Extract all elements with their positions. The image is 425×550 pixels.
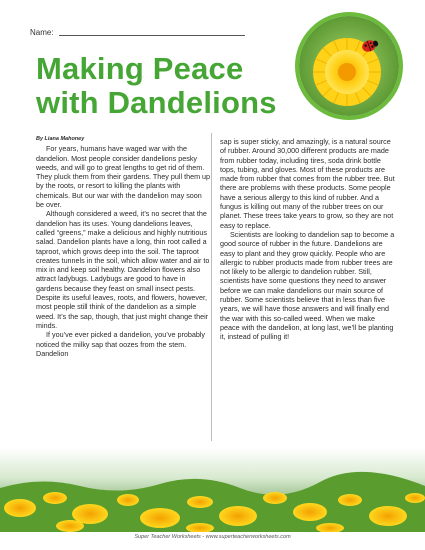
dandelion-ladybug-image — [299, 16, 399, 116]
title-line-2: with Dandelions — [36, 85, 277, 120]
footer-credit: Super Teacher Worksheets - www.superteacherworksheets.com — [134, 534, 291, 540]
column-divider — [211, 133, 212, 441]
paragraph-4: Scientists are looking to dandelion sap to become a good source of rubber in the future. Dandelions are easy to plant and they grow quickly. People who are allergic to rubber products made from rubber trees are not likely to be allergic to dandelion rubber. Still, scientists have some questions they need to answer before we can make dandelions our main source of rubber. Some scientists believe that in less than five years, we will have those answers and will finally end the war with this so-called weed. When we make peace with the dandelion, at long last, we’ll be planting it, instead of pulling it! — [220, 229, 395, 342]
dandelion-ladybug-photo — [295, 12, 403, 120]
name-blank-line[interactable] — [59, 35, 245, 36]
paragraph-3-continued: sap is super sticky, and amazingly, is a natural source of rubber. Around 30,000 different products are made from rubber today, including tires, soda drink bottle tops, tubing, and gloves. Most of these products are made from rubber that comes from the rubber tree. But there are problems with these products. Some people have a serious allergy to this kind of rubber. And a fungus is killing out many of the rubber trees on our planet. These trees take years to grow, so they are not easy to replace. — [220, 137, 395, 230]
article-right-column — [220, 137, 395, 342]
article-left-column — [36, 135, 211, 358]
paragraph-3: If you’ve ever picked a dandelion, you’ve probably noticed the milky sap that oozes from the stem. Dandelion — [36, 330, 206, 358]
dandelion-meadow-image — [0, 448, 425, 532]
name-label: Name: — [30, 28, 54, 37]
page-title — [36, 52, 277, 120]
name-field-row — [30, 28, 245, 37]
paragraph-2: Although considered a weed, it’s no secret that the dandelion has its uses. Young dandelions leaves, called “greens,” make a delicious and highly nutritious salad. Dandelion plants have a long, thin root called a taproot, which grows deep into the soil. The taproot creates tunnels in the soil, which allow water and air to mix in and keep soil healthy. Dandelion flowers also attract ladybugs. Ladybugs are good to have in gardens because they feast on small insect pests. Despite its useful leaves, roots, and flowers, however, most people still think of the dandelion as a simple weed. It’s the sap, though, that just might change their minds. — [36, 209, 210, 330]
paragraph-1: For years, humans have waged war with the dandelion. Most people consider dandelions pesky weeds, and will go to great lengths to get rid of them. They pluck them from their gardens. They pull them up by the roots, or resort to killing the plants with chemicals. But our war with the dandelion may soon be over. — [36, 144, 211, 210]
title-line-1: Making Peace — [36, 51, 244, 86]
byline: By Liana Mahoney — [36, 136, 85, 142]
